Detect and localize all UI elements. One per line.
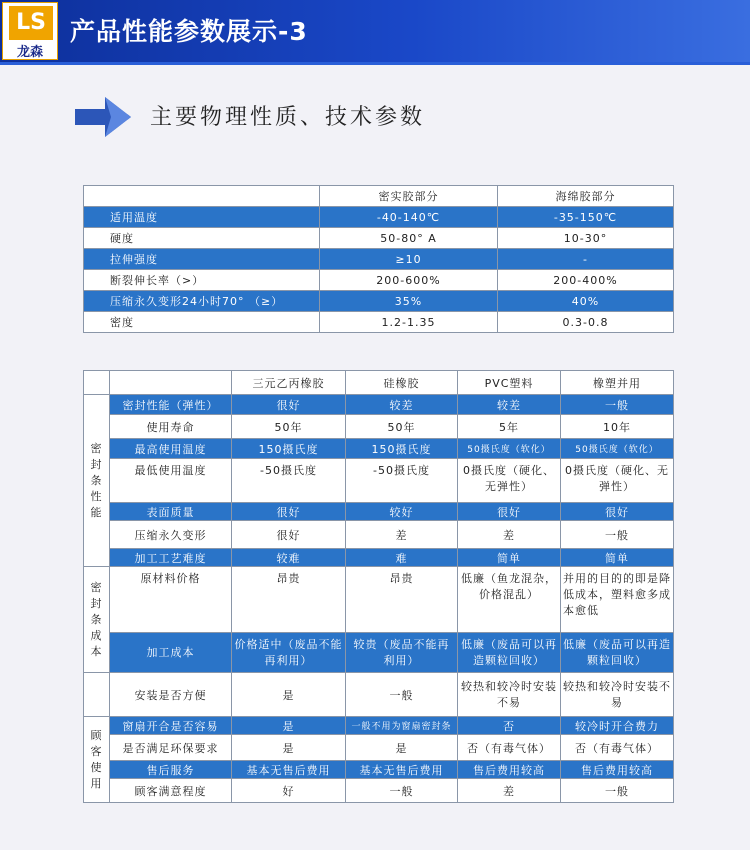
table-cell: 难 xyxy=(346,549,458,567)
table-cell: 40% xyxy=(498,291,674,312)
table-cell: 50年 xyxy=(232,415,346,439)
table-cell: 0摄氏度（硬化、无弹性） xyxy=(458,459,561,503)
table-cell: 否 xyxy=(458,717,561,735)
table-cell: 较贵（废品不能再利用） xyxy=(346,633,458,673)
group-label: 顾客使用 xyxy=(84,717,110,803)
table-header-cell xyxy=(110,371,232,395)
table-row xyxy=(84,521,674,549)
table-cell: 售后费用较高 xyxy=(458,761,561,779)
row-label: 原材料价格 xyxy=(110,567,232,633)
table-row xyxy=(84,735,674,761)
material-comparison-table xyxy=(83,370,674,803)
table-cell: 150摄氏度 xyxy=(346,439,458,459)
table-cell: 50摄氏度（软化） xyxy=(561,439,674,459)
brand-logo xyxy=(2,2,58,60)
table-row xyxy=(84,291,674,312)
logo-name: 龙森 xyxy=(16,45,43,60)
row-label: 是否满足环保要求 xyxy=(110,735,232,761)
table-cell: 一般 xyxy=(346,673,458,717)
table-cell: 较热和较冷时安装不易 xyxy=(458,673,561,717)
table-row xyxy=(84,395,674,415)
table-cell: 是 xyxy=(232,717,346,735)
table-cell: 低廉（废品可以再造颗粒回收） xyxy=(561,633,674,673)
table-row xyxy=(84,249,674,270)
table-cell: 50年 xyxy=(346,415,458,439)
table-cell: 0.3-0.8 xyxy=(498,312,674,333)
table-cell: -50摄氏度 xyxy=(232,459,346,503)
row-label: 压缩永久变形 xyxy=(110,521,232,549)
table-cell: 差 xyxy=(346,521,458,549)
row-label: 加工成本 xyxy=(110,633,232,673)
row-label: 加工工艺难度 xyxy=(110,549,232,567)
table-cell: 0摄氏度（硬化、无弹性） xyxy=(561,459,674,503)
table-cell: 一般 xyxy=(346,779,458,803)
table-cell: 低廉（鱼龙混杂，价格混乱） xyxy=(458,567,561,633)
table-header-cell: 密实胶部分 xyxy=(320,186,498,207)
row-label: 最高使用温度 xyxy=(110,439,232,459)
table-cell: 否（有毒气体） xyxy=(561,735,674,761)
table-cell: 简单 xyxy=(561,549,674,567)
row-label: 拉伸强度 xyxy=(84,249,320,270)
table-cell: 较差 xyxy=(346,395,458,415)
table-cell: 很好 xyxy=(232,395,346,415)
table-cell: 基本无售后费用 xyxy=(346,761,458,779)
row-label: 窗扇开合是否容易 xyxy=(110,717,232,735)
table-row xyxy=(84,717,674,735)
table-cell: 一般不用为窗扇密封条 xyxy=(346,717,458,735)
table-row xyxy=(84,503,674,521)
table-cell: 10-30° xyxy=(498,228,674,249)
logo-mark: LS xyxy=(9,6,53,40)
table-cell: 200-600% xyxy=(320,270,498,291)
table-row xyxy=(84,415,674,439)
table-cell: 很好 xyxy=(232,521,346,549)
table-cell: 是 xyxy=(232,673,346,717)
table-cell: 昂贵 xyxy=(232,567,346,633)
table-cell: 差 xyxy=(458,521,561,549)
section-heading: 主要物理性质、技术参数 xyxy=(150,105,426,130)
table-cell: 很好 xyxy=(458,503,561,521)
row-label: 售后服务 xyxy=(110,761,232,779)
table-row xyxy=(84,270,674,291)
table-header-cell xyxy=(84,371,110,395)
table-cell: 否（有毒气体） xyxy=(458,735,561,761)
table-row xyxy=(84,312,674,333)
table-row xyxy=(84,673,674,717)
table-row xyxy=(84,761,674,779)
table-header-cell xyxy=(84,186,320,207)
row-label: 压缩永久变形24小时70° （≥） xyxy=(84,291,320,312)
table-row xyxy=(84,459,674,503)
table-header-cell: 硅橡胶 xyxy=(346,371,458,395)
table-cell: 150摄氏度 xyxy=(232,439,346,459)
table-row xyxy=(84,567,674,633)
table-cell: 10年 xyxy=(561,415,674,439)
group-label: 密封条成本 xyxy=(84,567,110,673)
table-cell: 价格适中（废品不能再利用） xyxy=(232,633,346,673)
table-row xyxy=(84,207,674,228)
table-row xyxy=(84,439,674,459)
table-cell: 售后费用较高 xyxy=(561,761,674,779)
table-cell: 是 xyxy=(232,735,346,761)
arrow-right-icon xyxy=(75,95,131,139)
table-cell: 一般 xyxy=(561,779,674,803)
table-cell: 较冷时开合费力 xyxy=(561,717,674,735)
table-cell: 35% xyxy=(320,291,498,312)
table-row xyxy=(84,549,674,567)
table-cell: 1.2-1.35 xyxy=(320,312,498,333)
table-cell: 低廉（废品可以再造颗粒回收） xyxy=(458,633,561,673)
table-header-row xyxy=(84,371,674,395)
table-header-cell: 三元乙丙橡胶 xyxy=(232,371,346,395)
group-label: 密封条性能 xyxy=(84,395,110,567)
table-cell: -40-140℃ xyxy=(320,207,498,228)
table-cell: ≥10 xyxy=(320,249,498,270)
row-label: 安装是否方便 xyxy=(110,673,232,717)
table-cell: 很好 xyxy=(232,503,346,521)
table-cell: 昂贵 xyxy=(346,567,458,633)
table-cell: 较难 xyxy=(232,549,346,567)
table-cell: 一般 xyxy=(561,395,674,415)
table-cell: -50摄氏度 xyxy=(346,459,458,503)
table-header-cell: 橡塑并用 xyxy=(561,371,674,395)
row-label: 密封性能（弹性） xyxy=(110,395,232,415)
table-cell: 50-80° A xyxy=(320,228,498,249)
table-header-cell: 海绵胶部分 xyxy=(498,186,674,207)
table-row xyxy=(84,228,674,249)
empty-cell xyxy=(84,673,110,717)
table-cell: 好 xyxy=(232,779,346,803)
table-cell: 较热和较冷时安装不易 xyxy=(561,673,674,717)
page-title: 产品性能参数展示-3 xyxy=(70,17,308,46)
table-cell: 50摄氏度（软化） xyxy=(458,439,561,459)
header-divider xyxy=(0,62,750,65)
table-cell: - xyxy=(498,249,674,270)
table-cell: 是 xyxy=(346,735,458,761)
table-cell: -35-150℃ xyxy=(498,207,674,228)
row-label: 硬度 xyxy=(84,228,320,249)
table-row xyxy=(84,779,674,803)
row-label: 使用寿命 xyxy=(110,415,232,439)
row-label: 断裂伸长率（>） xyxy=(84,270,320,291)
table-row xyxy=(84,633,674,673)
row-label: 最低使用温度 xyxy=(110,459,232,503)
table-cell: 较差 xyxy=(458,395,561,415)
table-header-row xyxy=(84,186,674,207)
table-header-cell: PVC塑料 xyxy=(458,371,561,395)
table-cell: 很好 xyxy=(561,503,674,521)
table-cell: 差 xyxy=(458,779,561,803)
table-cell: 基本无售后费用 xyxy=(232,761,346,779)
row-label: 顾客满意程度 xyxy=(110,779,232,803)
table-cell: 简单 xyxy=(458,549,561,567)
row-label: 表面质量 xyxy=(110,503,232,521)
row-label: 密度 xyxy=(84,312,320,333)
physical-properties-table xyxy=(83,185,674,333)
table-cell: 一般 xyxy=(561,521,674,549)
table-cell: 200-400% xyxy=(498,270,674,291)
table-cell: 较好 xyxy=(346,503,458,521)
row-label: 适用温度 xyxy=(84,207,320,228)
table-cell: 5年 xyxy=(458,415,561,439)
table-cell: 并用的目的的即是降低成本，塑料愈多成本愈低 xyxy=(561,567,674,633)
